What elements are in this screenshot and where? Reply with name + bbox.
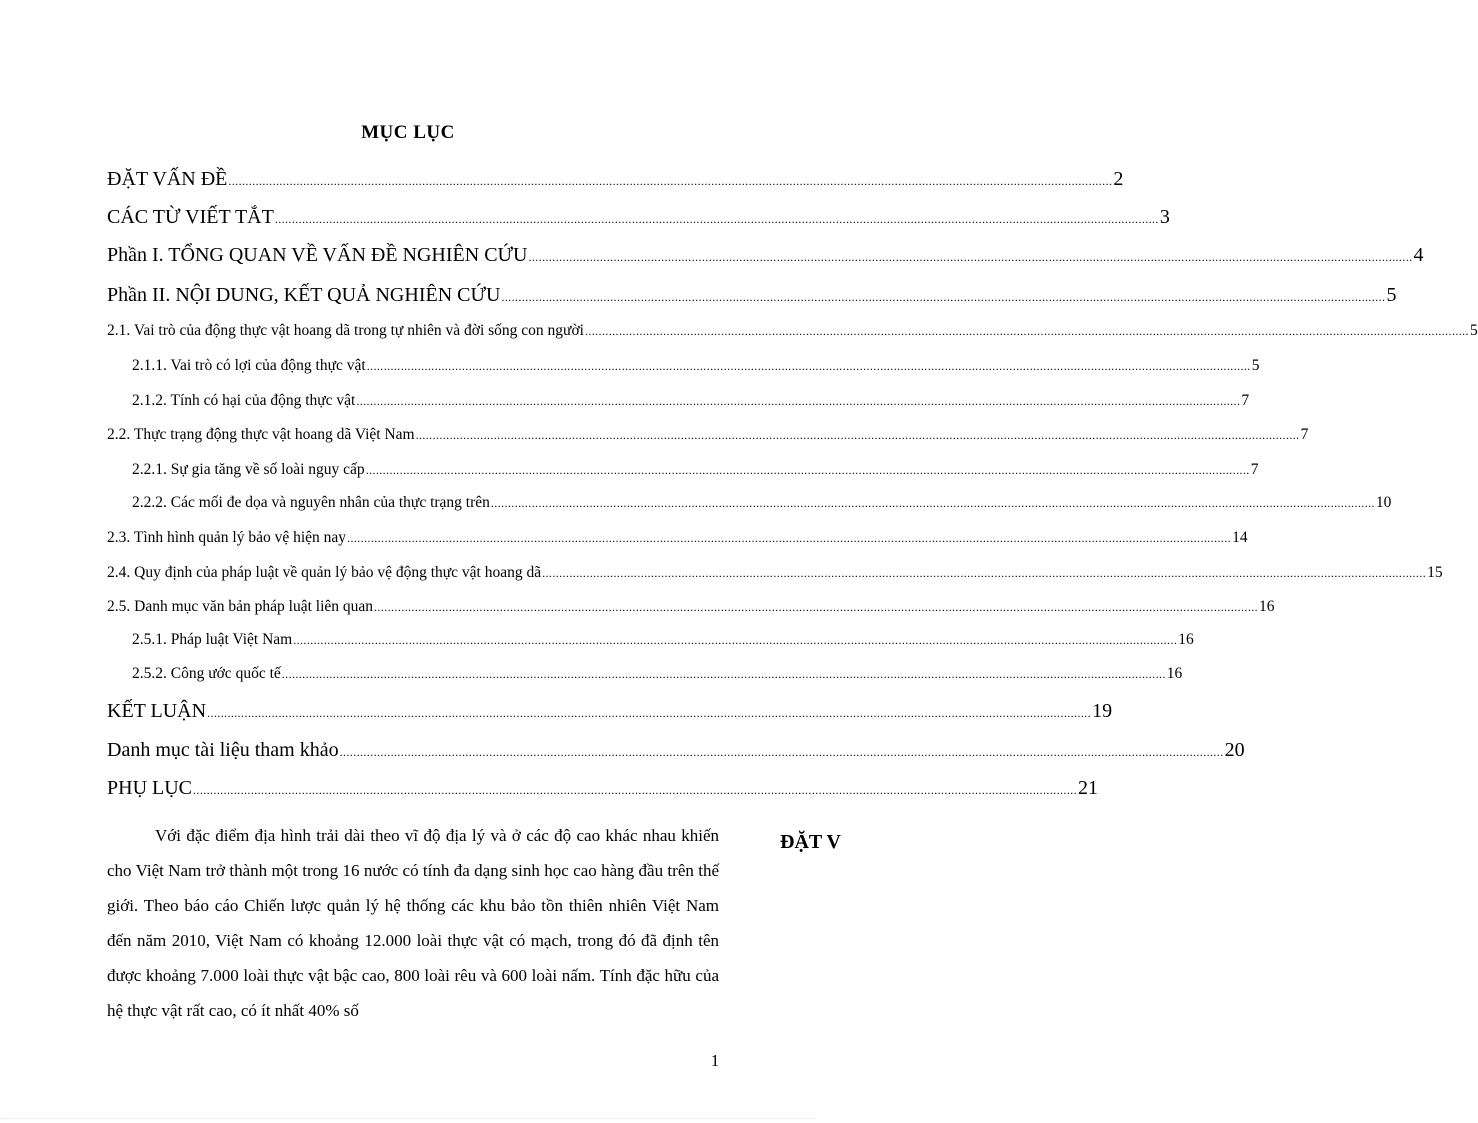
toc-entry[interactable]: [132, 357, 1260, 375]
toc-entry-page: 7: [1300, 426, 1309, 443]
toc-leader-dots: ....................................................................................................................................................................................................................................................................: [228, 174, 1113, 188]
toc-entry[interactable]: [132, 631, 1194, 649]
toc-entry-page: 3: [1159, 206, 1170, 228]
toc-leader-dots: ....................................................................................................................................................................................................................................................................: [207, 706, 1092, 720]
toc-entry-label: 2.5.1. Pháp luật Việt Nam: [132, 631, 293, 648]
toc-entry[interactable]: [107, 529, 1248, 547]
toc-entry[interactable]: [107, 206, 1170, 229]
toc-entry-label: 2.1.1. Vai trò có lợi của động thực vật: [132, 357, 366, 374]
toc-entry-label: 2.5.2. Công ước quốc tế: [132, 665, 281, 682]
toc-entry-page: 10: [1375, 494, 1392, 511]
toc-leader-dots: ....................................................................................................................................................................................................................................................................: [293, 633, 1178, 647]
toc-entry-label: 2.2. Thực trạng động thực vật hoang dã Việt Nam: [107, 426, 415, 443]
toc-entry[interactable]: [107, 426, 1309, 444]
toc-leader-dots: ....................................................................................................................................................................................................................................................................: [374, 600, 1259, 614]
toc-entry[interactable]: [107, 700, 1113, 723]
toc-leader-dots: ....................................................................................................................................................................................................................................................................: [584, 324, 1469, 338]
toc-leader-dots: ....................................................................................................................................................................................................................................................................: [528, 250, 1413, 264]
toc-leader-dots: ....................................................................................................................................................................................................................................................................: [415, 428, 1300, 442]
toc-leader-dots: ....................................................................................................................................................................................................................................................................: [193, 783, 1078, 797]
toc-leader-dots: ....................................................................................................................................................................................................................................................................: [542, 566, 1427, 580]
toc-entry-page: 5: [1386, 284, 1397, 306]
toc-entry[interactable]: [107, 564, 1443, 582]
toc-entry-page: 15: [1427, 564, 1443, 581]
toc-entry-label: CÁC TỪ VIẾT TẮT: [107, 206, 274, 228]
toc-entry-label: 2.1. Vai trò của động thực vật hoang dã trong tự nhiên và đời sống con người: [107, 322, 584, 339]
toc-entry[interactable]: [107, 284, 1397, 307]
toc-entry-page: 5: [1251, 357, 1260, 374]
toc-entry-label: ĐẶT VẤN ĐỀ: [107, 168, 228, 190]
toc-entry-page: 16: [1166, 665, 1183, 682]
toc-entry-label: KẾT LUẬN: [107, 700, 207, 722]
toc-leader-dots: ....................................................................................................................................................................................................................................................................: [339, 745, 1224, 759]
toc-entry-page: 16: [1259, 598, 1275, 615]
body-text: [107, 818, 719, 1028]
toc-leader-dots: ....................................................................................................................................................................................................................................................................: [274, 212, 1159, 226]
toc-leader-dots: ....................................................................................................................................................................................................................................................................: [356, 394, 1241, 408]
toc-entry-label: 2.4. Quy định của pháp luật về quản lý bảo vệ động thực vật hoang dã: [107, 564, 542, 581]
toc-leader-dots: ....................................................................................................................................................................................................................................................................: [490, 496, 1375, 510]
toc-entry[interactable]: [107, 777, 1099, 800]
toc-entry-page: 7: [1241, 392, 1250, 409]
toc-entry[interactable]: [132, 665, 1183, 683]
toc-entry[interactable]: [132, 494, 1392, 512]
toc-leader-dots: ....................................................................................................................................................................................................................................................................: [366, 359, 1251, 373]
toc-entry-label: PHỤ LỤC: [107, 777, 193, 799]
toc-entry-label: 2.1.2. Tính có hại của động thực vật: [132, 392, 356, 409]
toc-entry-label: 2.5. Danh mục văn bản pháp luật liên quan: [107, 598, 374, 615]
toc-entry[interactable]: [107, 322, 1478, 340]
toc-entry-page: 5: [1469, 322, 1478, 339]
toc-entry[interactable]: [107, 168, 1124, 191]
toc-leader-dots: ....................................................................................................................................................................................................................................................................: [347, 531, 1232, 545]
toc-entry-page: 16: [1178, 631, 1194, 648]
toc-leader-dots: ....................................................................................................................................................................................................................................................................: [281, 667, 1166, 681]
toc-entry[interactable]: [107, 739, 1245, 762]
toc-entry[interactable]: [107, 598, 1275, 616]
toc-leader-dots: ....................................................................................................................................................................................................................................................................: [501, 290, 1386, 304]
body-paragraph: Với đặc điểm địa hình trải dài theo vĩ độ địa lý và ở các độ cao khác nhau khiến cho Việt Nam trở thành một trong 16 nước có tính đa dạng sinh học cao hàng đầu trên thế giới. Theo báo cáo Chiến lược quản lý hệ thống các khu bảo tồn thiên nhiên Việt Nam đến năm 2010, Việt Nam có khoảng 12.000 loài thực vật có mạch, trong đó đã định tên được khoảng 7.000 loài thực vật bậc cao, 800 loài rêu và 600 loài nấm. Tính đặc hữu của hệ thực vật rất cao, có ít nhất 40% số: [107, 826, 719, 1020]
footer-divider: [0, 1118, 816, 1119]
toc-entry-label: Phần I. TỔNG QUAN VỀ VẤN ĐỀ NGHIÊN CỨU: [107, 244, 528, 266]
toc-entry[interactable]: [132, 392, 1250, 410]
toc-entry-page: 20: [1224, 739, 1245, 761]
toc-entry-page: 14: [1232, 529, 1248, 546]
toc-entry-page: 4: [1413, 244, 1424, 266]
toc-entry-page: 21: [1078, 777, 1099, 799]
toc-entry-label: 2.3. Tình hình quản lý bảo vệ hiện nay: [107, 529, 347, 546]
toc-entry-page: 2: [1113, 168, 1124, 190]
toc-title: MỤC LỤC: [361, 122, 455, 143]
toc-entry-label: 2.2.1. Sự gia tăng về số loài nguy cấp: [132, 461, 365, 478]
toc-entry-label: Phần II. NỘI DUNG, KẾT QUẢ NGHIÊN CỨU: [107, 284, 501, 306]
section-heading-truncated: ĐẶT V: [780, 831, 841, 853]
toc-entry[interactable]: [107, 244, 1424, 267]
toc-leader-dots: ....................................................................................................................................................................................................................................................................: [365, 463, 1250, 477]
toc-entry-label: 2.2.2. Các mối đe dọa và nguyên nhân của thực trạng trên: [132, 494, 490, 511]
toc-entry-page: 19: [1092, 700, 1113, 722]
toc-entry-label: Danh mục tài liệu tham khảo: [107, 739, 339, 761]
toc-entry-page: 7: [1250, 461, 1259, 478]
toc-entry[interactable]: [132, 461, 1259, 479]
page-number: 1: [710, 1051, 720, 1070]
